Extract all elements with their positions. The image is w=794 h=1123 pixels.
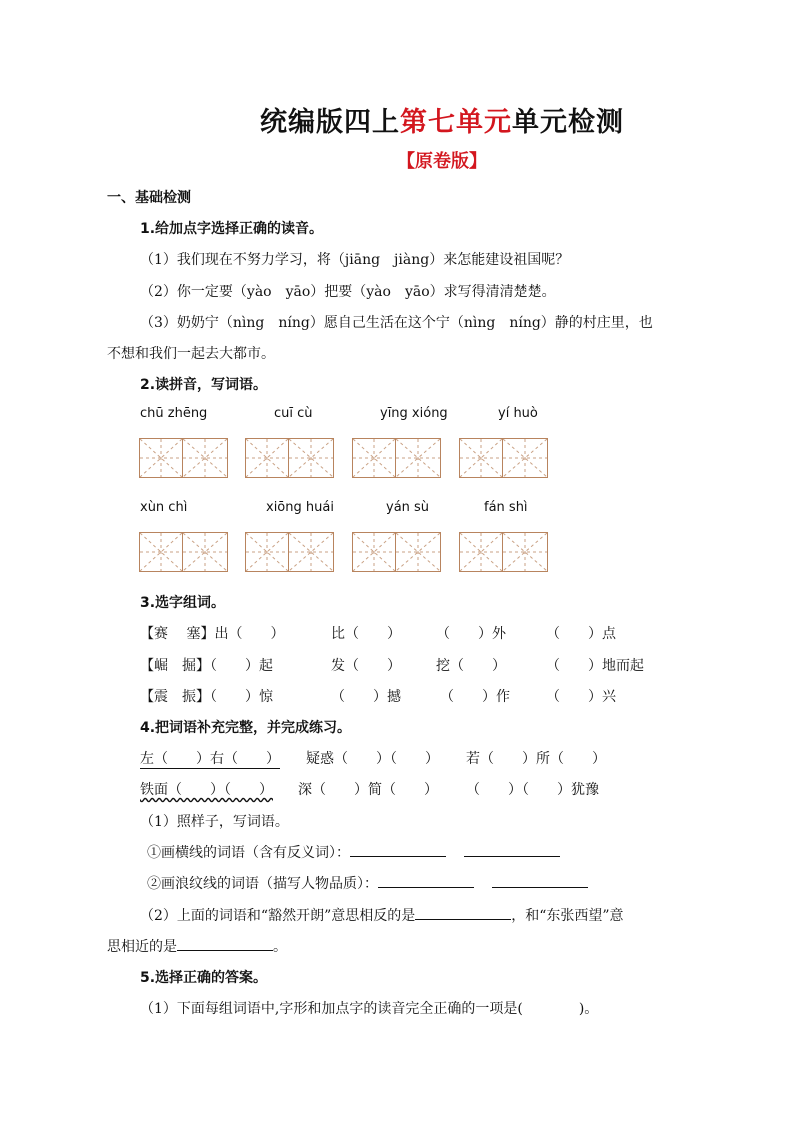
q5-line-1: （1）下面每组词语中,字形和加点字的读音完全正确的一项是( )。 [140,1001,599,1017]
grid-guides [246,439,288,477]
grid-guides [289,439,333,477]
writing-grid[interactable] [459,532,548,572]
tianzi-cell[interactable] [289,532,334,572]
grid-guides [460,533,502,571]
q1-line-1: （1）我们现在不努力学习，将（jiāng jiàng）来怎能建设祖国呢？ [140,252,570,268]
page-subtitle: 【原卷版】 [397,151,487,172]
q3-item: （ ）兴 [546,689,616,705]
pinyin-label: cuī cù [274,406,313,421]
answer-blank[interactable] [492,873,588,888]
writing-grid[interactable] [459,438,548,478]
q4-part-1a-text: ①画横线的词语（含有反义词）： [147,845,350,861]
q3-item: 【崛 掘】（ ）起 [140,658,273,674]
q3-item: 比（ ） [331,626,401,642]
idiom-blank: （ ）（ ）犹豫 [466,782,599,798]
question-5-title: 5.选择正确的答案。 [140,970,268,986]
q4-part-1b [147,873,588,893]
tianzi-cell[interactable] [396,438,441,478]
tianzi-cell[interactable] [352,438,396,478]
grid-guides [353,439,395,477]
writing-grid[interactable] [245,438,334,478]
tianzi-cell[interactable] [289,438,334,478]
q4-part-2-line2 [107,936,287,956]
tianzi-cell[interactable] [139,532,183,572]
answer-blank[interactable] [415,905,511,920]
section-heading: 一、基础检测 [107,190,191,206]
q4-part-2-text: 。 [273,939,287,955]
grid-guides [183,439,227,477]
q3-item: 挖（ ） [436,658,506,674]
grid-guides [396,439,440,477]
q4-part-2-text: （2）上面的词语和“豁然开朗”意思相反的是 [140,908,416,924]
writing-grid[interactable] [139,532,228,572]
answer-blank[interactable] [464,842,560,857]
q3-item: （ ）地而起 [546,658,644,674]
tianzi-cell[interactable] [139,438,183,478]
grid-guides [289,533,333,571]
grid-guides [503,533,547,571]
tianzi-cell[interactable] [183,532,228,572]
q4-part-2-text: ，和“东张西望”意 [511,908,624,924]
pinyin-label: xùn chì [140,500,188,515]
q3-item: （ ）作 [440,689,510,705]
answer-blank[interactable] [378,873,474,888]
writing-grid[interactable] [245,532,334,572]
q3-item: 【震 振】（ ）惊 [140,689,273,705]
wavy-underlined-idiom: 铁面（ ）（ ） [140,782,273,798]
pinyin-label: fán shì [484,500,528,515]
grid-guides [460,439,502,477]
pinyin-label: yán sù [386,500,430,515]
pinyin-label: yīng xióng [380,406,448,421]
q4-part-1a [147,842,560,862]
page-title [0,100,794,139]
tianzi-cell[interactable] [503,532,548,572]
q4-part-1: （1）照样子，写词语。 [140,814,289,830]
q1-line-2: （2）你一定要（yào yāo）把要（yào yāo）求写得清清楚楚。 [140,284,556,300]
tianzi-cell[interactable] [352,532,396,572]
grid-guides [503,439,547,477]
q3-item: （ ）点 [546,626,616,642]
tianzi-cell[interactable] [183,438,228,478]
tianzi-cell[interactable] [245,438,289,478]
tianzi-cell[interactable] [503,438,548,478]
q1-line-3: （3）奶奶宁（nìng níng）愿自己生活在这个宁（nìng níng）静的村庄里，也 [140,315,653,331]
q4-part-2-line1 [140,905,624,925]
title-part-2: 单元检测 [512,107,624,138]
question-4-title: 4.把词语补充完整，并完成练习。 [140,720,352,736]
q4-part-1b-text: ②画浪纹线的词语（描写人物品质）： [147,876,378,892]
question-1-title: 1.给加点字选择正确的读音。 [140,221,324,237]
tianzi-cell[interactable] [459,438,503,478]
q3-item: 【赛 塞】出（ ） [140,626,285,642]
idiom-blank: 疑惑（ ）（ ） [306,751,439,767]
q3-item: 发（ ） [331,658,401,674]
question-2-title: 2.读拼音，写词语。 [140,377,268,393]
tianzi-cell[interactable] [245,532,289,572]
grid-guides [396,533,440,571]
q3-item: （ ）撼 [331,689,401,705]
underlined-idiom: 左（ ）右（ ） [140,748,280,769]
answer-blank[interactable] [177,936,273,951]
idiom-blank: 若（ ）所（ ） [466,751,606,767]
idiom-blank: 深（ ）简（ ） [298,782,438,798]
tianzi-cell[interactable] [396,532,441,572]
grid-guides [140,533,182,571]
tianzi-cell[interactable] [459,532,503,572]
grid-guides [183,533,227,571]
pinyin-label: yí huò [498,406,538,421]
grid-guides [140,439,182,477]
grid-guides [246,533,288,571]
pinyin-label: chū zhēng [140,406,208,421]
q3-item: （ ）外 [436,626,506,642]
writing-grid[interactable] [352,438,441,478]
grid-guides [353,533,395,571]
writing-grid[interactable] [352,532,441,572]
title-part-1: 统编版四上 [260,107,400,138]
answer-blank[interactable] [350,842,446,857]
title-part-highlight: 第七单元 [400,107,512,138]
pinyin-label: xiōng huái [266,500,334,515]
question-3-title: 3.选字组词。 [140,595,226,611]
writing-grid[interactable] [139,438,228,478]
q1-line-4: 不想和我们一起去大都市。 [107,346,275,362]
q4-part-2-text: 思相近的是 [107,939,177,955]
